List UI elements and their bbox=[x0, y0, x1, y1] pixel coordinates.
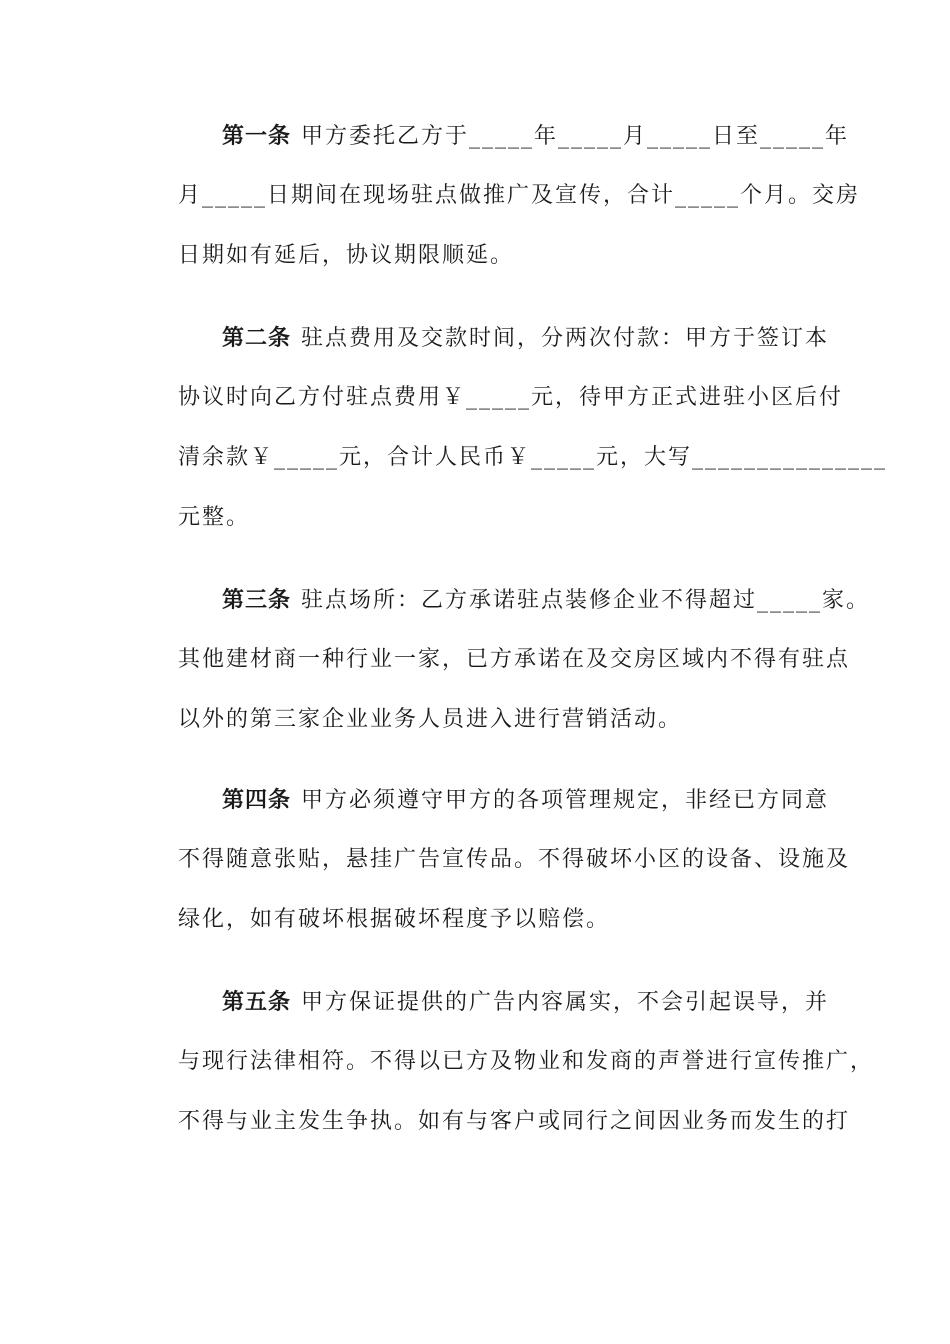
article-3-text-1: 驻点场所：乙方承诺驻点装修企业不得超过_____家。 bbox=[301, 588, 871, 613]
article-1-text-1: 甲方委托乙方于_____年_____月_____日至_____年 bbox=[301, 124, 850, 149]
article-1-line-1 bbox=[222, 116, 850, 156]
article-1-line-2: 月_____日期间在现场驻点做推广及宣传，合计_____个月。交房 bbox=[178, 183, 861, 208]
article-4-text-1: 甲方必须遵守甲方的各项管理规定，非经已方同意 bbox=[301, 788, 830, 813]
article-2-text-1: 驻点费用及交款时间，分两次付款：甲方于签订本 bbox=[301, 326, 830, 351]
article-2-heading: 第二条 bbox=[222, 325, 292, 351]
article-3-line-2: 其他建材商一种行业一家，已方承诺在及交房区域内不得有驻点 bbox=[178, 647, 851, 672]
article-4-line-2: 不得随意张贴，悬挂广告宣传品。不得破坏小区的设备、设施及 bbox=[178, 847, 851, 872]
article-2-line-3: 清余款￥_____元，合计人民币￥_____元，大写_______________ bbox=[178, 445, 888, 470]
article-4-line-3: 绿化，如有破坏根据破坏程度予以赔偿。 bbox=[178, 907, 611, 932]
article-5-line-3: 不得与业主发生争执。如有与客户或同行之间因业务而发生的打 bbox=[178, 1109, 851, 1134]
article-1-heading: 第一条 bbox=[222, 123, 292, 149]
article-5-heading: 第五条 bbox=[222, 989, 292, 1015]
article-4-line-1 bbox=[222, 780, 830, 820]
article-5-text-1: 甲方保证提供的广告内容属实，不会引起误导，并 bbox=[301, 990, 830, 1015]
article-4-heading: 第四条 bbox=[222, 787, 292, 813]
article-3-line-3: 以外的第三家企业业务人员进入进行营销活动。 bbox=[178, 707, 683, 732]
article-1-line-3: 日期如有延后，协议期限顺延。 bbox=[178, 243, 515, 268]
article-5-line-2: 与现行法律相符。不得以已方及物业和发商的声誉进行宣传推广， bbox=[178, 1049, 875, 1074]
article-2-line-4: 元整。 bbox=[178, 505, 251, 530]
article-2-line-1 bbox=[222, 318, 830, 358]
article-3-heading: 第三条 bbox=[222, 587, 292, 613]
article-2-line-2: 协议时向乙方付驻点费用￥_____元，待甲方正式进驻小区后付 bbox=[178, 385, 844, 410]
article-5-line-1 bbox=[222, 982, 830, 1022]
article-3-line-1 bbox=[222, 580, 871, 620]
